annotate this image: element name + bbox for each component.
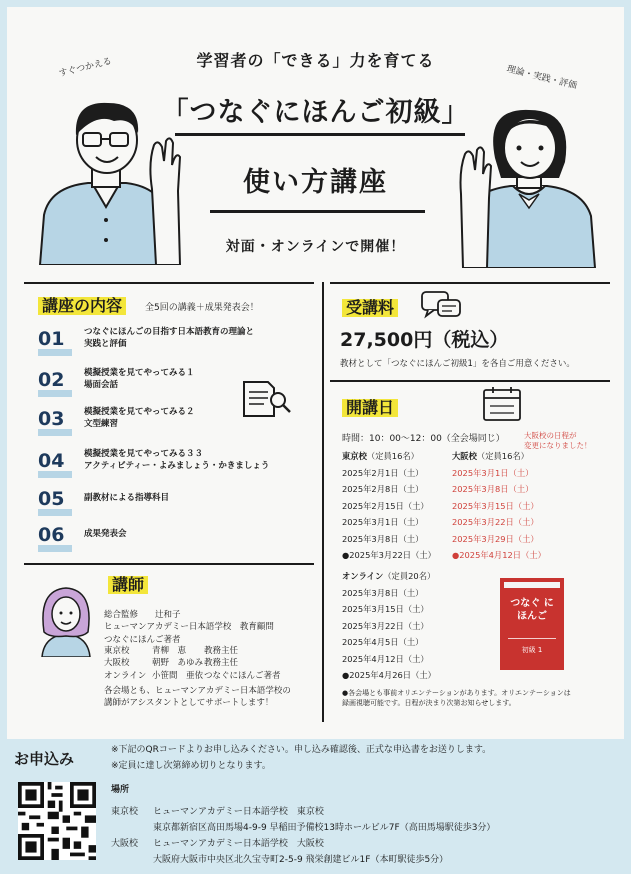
chat-bubble-icon [420,290,462,322]
center-divider [322,282,324,722]
fee-title: 受講料 [342,298,398,317]
tokyo-schedule: 東京校（定員16名） 2025年2月1日（土） 2025年2月8日（土） 2025年2月15日（土） 2025年3月1日（土） 2025年3月8日（土） ●2025年3月22日（土） [342,451,436,560]
fee-amount: 27,500円（税込） [340,329,509,351]
subtitle: 学習者の「できる」力を育てる [196,51,435,70]
page-title: 「つなぐにほんご初級」 [161,97,470,128]
document-search-icon [238,378,294,418]
course-item [38,327,308,351]
course-num: 02 [38,369,80,391]
course-item [38,524,308,546]
course-text: 模擬授業を見てやってみる３３ アクティビティー・よみましょう・かきましょう [84,449,270,471]
instructor-illustration [36,582,96,657]
fee-note: 教材として「つなぐにほんご初級1」を各自ご用意ください。 [340,359,575,369]
course-num: 03 [38,408,80,430]
qr-code[interactable] [18,782,96,860]
schedule-time: 時間：10：00〜12：00（全会場同じ） [342,434,505,444]
course-num: 06 [38,524,80,546]
schedule-footnote: ●各会場とも事前オリエンテーションがあります。オリエンテーションは 録画視聴可能です。日程が決まり次第お知らせします。 [342,689,571,707]
page-subtitle: 使い方講座 [243,167,388,198]
course-text: 副教材による指導科目 [84,493,170,504]
schedule-top-rule [330,380,610,382]
place-label: 場所 [111,785,130,795]
tokyo-location: 東京校 ヒューマンアカデミー日本語学校 東京校 東京都新宿区高田馬場4-9-9 早稲田予備校13時ホールビル7F（高田馬場駅徒歩3分） [111,807,496,833]
title2-underline [210,210,425,213]
course-top-rule [24,282,314,284]
osaka-schedule: 大阪校（定員16名） 2025年3月1日（土） 2025年3月8日（土） 2025年3月15日（土） 2025年3月22日（土） 2025年3月29日（土） ●2025年4月12日（土） [452,451,546,560]
textbook-title: つなぐ にほんご [510,598,554,622]
woman-illustration [455,98,605,268]
course-text: 模擬授業を見てやってみる１ 場面会話 [84,368,195,390]
instructor-note: 各会場とも、ヒューマンアカデミー日本語学校の 講師がアシスタントとしてサポートします！ [104,686,291,709]
calendar-icon [482,386,522,422]
textbook-cover [500,578,564,670]
osaka-location: 大阪校 ヒューマンアカデミー日本語学校 大阪校 大阪府大阪市中央区北久宝寺町2-5-9 飛栄創建ビル1F（本町駅徒歩5分） [111,839,449,865]
course-item [38,488,308,510]
course-item [38,449,308,473]
instructor-top-rule [24,563,314,565]
course-text: つなぐにほんごの目指す日本語教育の理論と 実践と評価 [84,327,255,349]
schedule-title: 開講日 [342,398,398,417]
instructor-staff: 東京校 青柳 恵 教務主任 大阪校 朝野 あゆみ 教務主任 オンライン 小笹間 亜依 つなぐにほんご著者 [104,646,281,681]
course-num: 05 [38,488,80,510]
course-text: 成果発表会 [84,529,127,540]
title-underline [175,133,465,136]
apply-title: お申込み [14,750,75,768]
fee-top-rule [330,282,610,284]
tagline: 対面・オンラインで開催！ [225,239,406,255]
note-right: 理論・実践・評価 [505,64,578,92]
course-num: 01 [38,328,80,350]
note-left: すぐつかえる [57,56,113,80]
instructor-title: 講師 [108,575,148,594]
course-num: 04 [38,450,80,472]
course-text: 模擬授業を見てやってみる２ 文型練習 [84,407,195,429]
course-title: 講座の内容 [38,296,126,315]
schedule-change-note: 大阪校の日程が 変更になりました！ [524,431,592,451]
textbook-level: 初級 1 [521,646,543,654]
instructor-info: 総合監修 辻和子 ヒューマンアカデミー日本語学校 教育顧問 つなぐにほんご著者 [104,610,274,645]
apply-notes: ※下記のQRコードよりお申し込みください。申し込み確認後、正式な申込書をお送りします。 ※定員に達し次第締め切りとなります。 [111,745,492,771]
man-illustration [30,95,195,265]
online-schedule: オンライン（定員20名） 2025年3月8日（土） 2025年3月15日（土） 2025年3月22日（土） 2025年4月5日（土） 2025年4月12日（土） ●2025年4月26日（土） [342,571,436,680]
course-note: 全5回の講義＋成果発表会！ [145,303,259,313]
